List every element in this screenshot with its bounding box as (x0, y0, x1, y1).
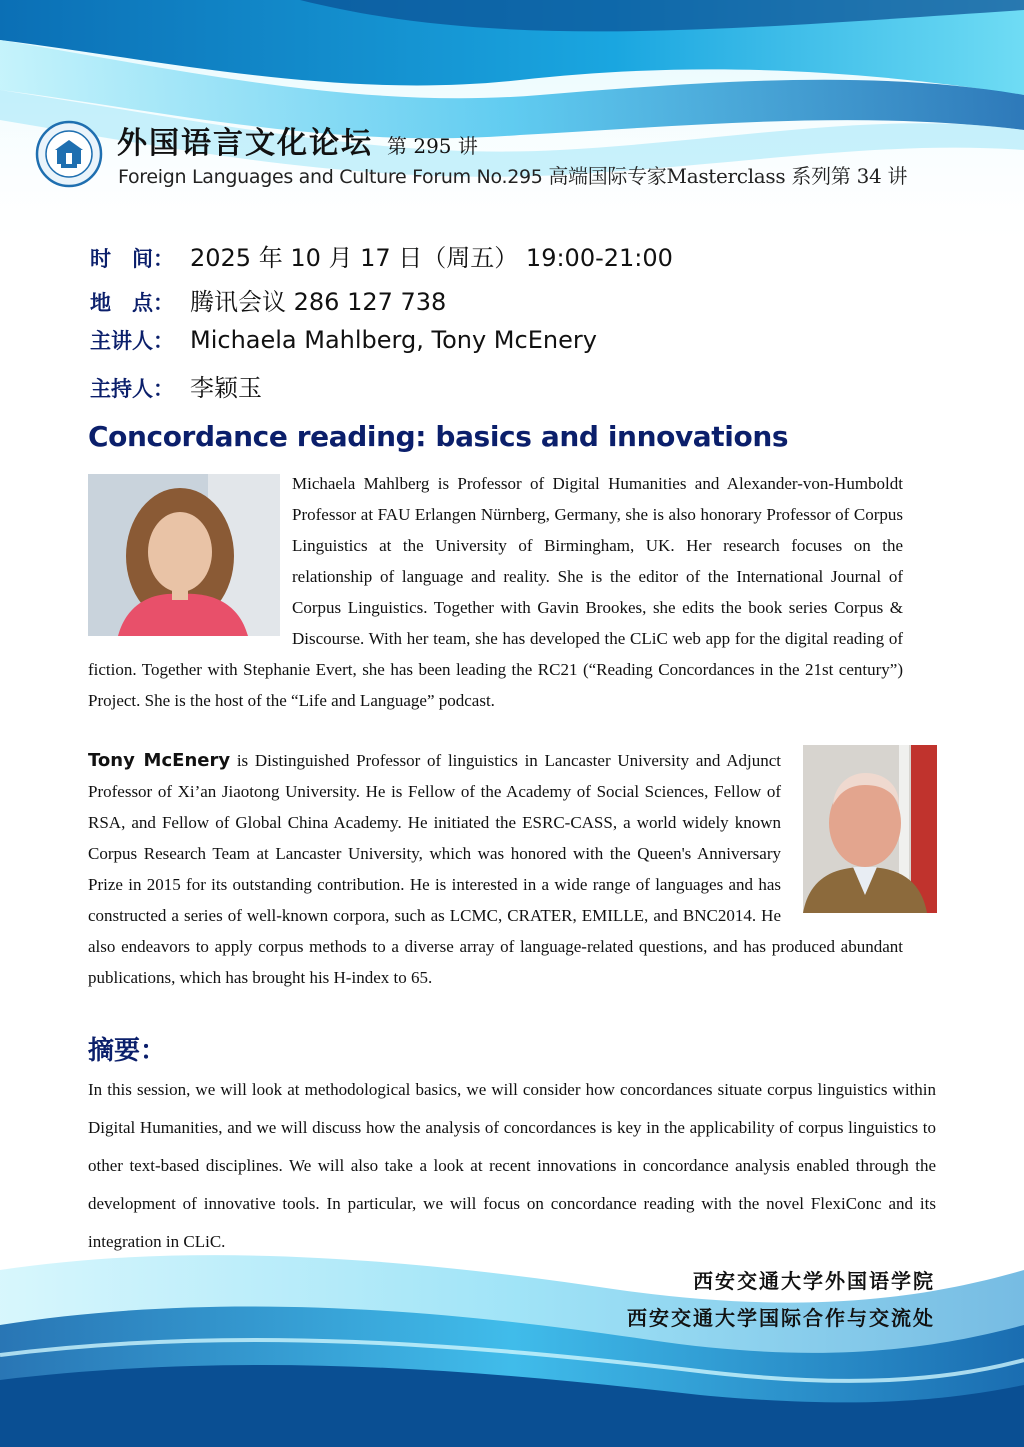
speaker-photo-tony (803, 745, 937, 913)
time-label: 时 间： (90, 246, 174, 271)
organizer-school: 西安交通大学外国语学院 (693, 1269, 935, 1293)
speaker-photo-michaela (88, 474, 280, 636)
speaker-label: 主讲人： (90, 328, 174, 353)
host-value: 李颖玉 (190, 374, 262, 402)
bio-michaela (88, 468, 903, 716)
host-label: 主持人： (90, 376, 174, 401)
forum-title-zh: 外国语言文化论坛 (117, 126, 373, 161)
bio-tony-name: Tony McEnery (88, 750, 231, 771)
place-value: 腾讯会议 286 127 738 (190, 288, 447, 316)
forum-subtitle (118, 160, 907, 189)
abstract-text: In this session, we will look at methodological basics, we will consider how concordances situate corpus linguistics within Digital Humanities, and we will discuss how the analysis of concordances is key in the applicability of corpus linguistics to other text-based disciplines. We will also take a look at recent innovations in concordance analysis enabled through the development of innovative tools. In particular, we will focus on concordance reading with the novel FlexiConc and its integration in CLiC. (88, 1080, 936, 1251)
info-time (90, 238, 673, 273)
forum-title-en: Foreign Languages and Culture Forum No.295 (118, 166, 543, 188)
bio-tony (88, 745, 903, 993)
talk-title: Concordance reading: basics and innovations (88, 420, 789, 453)
info-speaker (90, 325, 597, 355)
organizer-office: 西安交通大学国际合作与交流处 (627, 1306, 935, 1330)
university-seal-logo (35, 120, 103, 188)
masterclass-series: 高端国际专家Masterclass 系列第 34 讲 (548, 164, 908, 188)
bio-michaela-text: Michaela Mahlberg is Professor of Digital Humanities and Alexander-von-Humboldt Professor at FAU Erlangen Nürnberg, Germany, she is also honorary Professor of Corpus Linguistics at the University of Birmingham, UK. Her research focuses on the relationship of language and reality. She is the editor of the International Journal of Corpus Linguistics. Together with Gavin Brookes, she edits the book series Corpus & Discourse. With her team, she has developed the CLiC web app for the digital reading of fiction. Together with Stephanie Evert, she has been leading the RC21 (“Reading Concordances in the 21st century”) Project. She is the host of the “Life and Language” podcast. (88, 474, 903, 710)
info-place (90, 282, 446, 317)
speaker-value: Michaela Mahlberg, Tony McEnery (190, 326, 597, 354)
lecture-number: 第 295 讲 (387, 134, 478, 158)
place-label: 地 点： (90, 290, 174, 315)
forum-title (117, 118, 478, 162)
info-host (90, 368, 262, 403)
bio-tony-text: is Distinguished Professor of linguistics in Lancaster University and Adjunct Professor of Xi’an Jiaotong University. He is Fellow of the Academy of Social Sciences, Fellow of RSA, and Fellow of Global China Academy. He initiated the ESRC-CASS, a world widely known Corpus Research Team at Lancaster University, which was honored with the Queen's Anniversary Prize in 2015 for its outstanding contribution. He is interested in a wide range of languages and has constructed a series of well-known corpora, such as LCMC, CRATER, EMILLE, and BNC2014. He also endeavors to apply corpus methods to a diverse array of language-related questions, and has produced abundant publications, which has brought his H-index to 65. (88, 751, 903, 987)
time-value: 2025 年 10 月 17 日（周五） 19:00-21:00 (190, 244, 673, 272)
footer-wave-background (0, 1230, 1024, 1447)
abstract-heading: 摘要： (88, 1036, 167, 1066)
